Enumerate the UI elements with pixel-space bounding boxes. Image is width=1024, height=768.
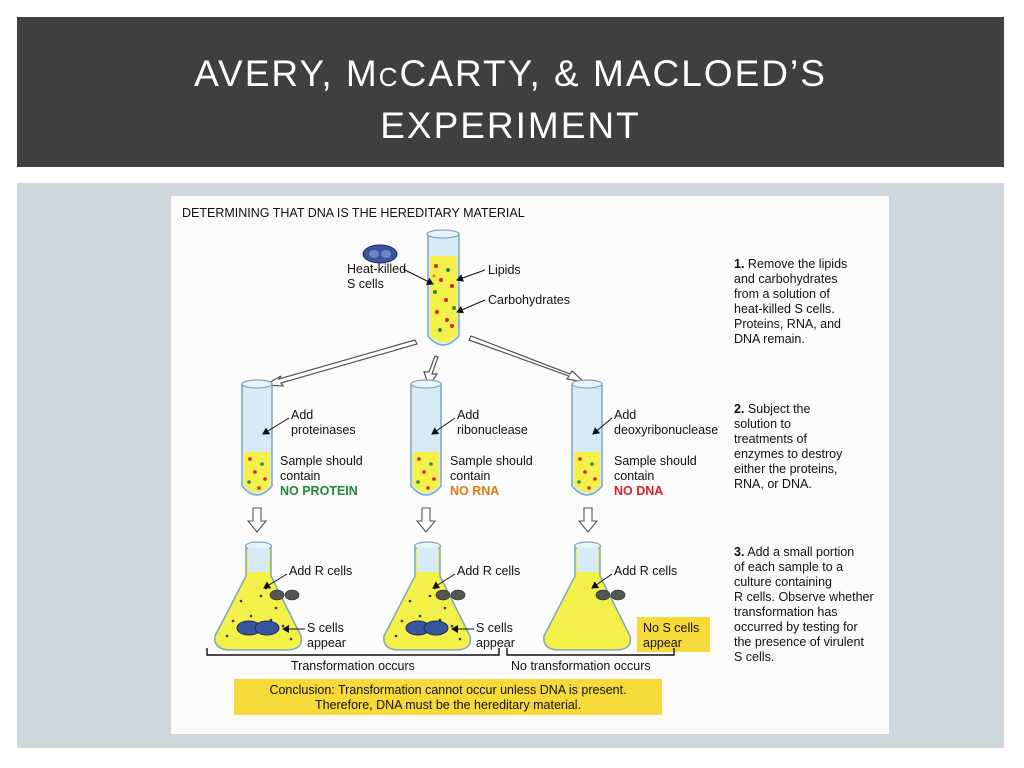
lipids-arrow — [457, 270, 485, 280]
title-part-b: CARTY, & MACLOED’S — [399, 53, 827, 94]
tube-proteinases — [242, 380, 272, 495]
r-cells-col1 — [270, 590, 299, 600]
step-3-line-1: Add a small portion — [747, 545, 855, 559]
carbohydrates-arrow — [457, 300, 485, 312]
svg-text:3. Add a small portion — [734, 545, 854, 559]
figure-heading: DETERMINING THAT DNA IS THE HEREDITARY MATERIAL — [182, 206, 525, 220]
title-small-cap: C — [378, 62, 400, 92]
experiment-diagram — [171, 196, 889, 734]
step-3-text — [734, 545, 874, 664]
step-3-num: 3. — [734, 545, 745, 559]
step-3-line-2: of each sample to a — [734, 560, 844, 574]
step-3-line-8: S cells. — [734, 650, 775, 664]
col3-result-label: NO DNA — [614, 484, 664, 498]
col1-add-label: Add — [291, 408, 314, 422]
conclusion-line-1: Conclusion: Transformation cannot occur unless DNA is present. — [269, 683, 627, 697]
col3-sample-label: Sample should — [614, 454, 697, 468]
step-2-line-1: Subject the — [747, 402, 811, 416]
col2-contain-label: contain — [450, 469, 491, 483]
col1-add-r-label: Add R cells — [289, 564, 353, 578]
step-1-line-6: DNA remain. — [734, 332, 805, 346]
step-2-line-2: solution to — [734, 417, 791, 431]
no-transformation-label: No transformation occurs — [511, 659, 651, 673]
col2-add-label: Add — [457, 408, 480, 422]
carbohydrates-label: Carbohydrates — [488, 293, 570, 307]
branch-arrows — [265, 336, 584, 386]
step-2-line-3: treatments of — [734, 432, 807, 446]
col3-outcome-1: No S cells — [643, 621, 700, 635]
step-1-line-4: heat-killed S cells. — [734, 302, 835, 316]
down-arrows — [248, 508, 597, 532]
title-part-a: AVERY, M — [194, 53, 379, 94]
svg-text:1. Remove the lipids — [734, 257, 847, 271]
step-3-line-3: culture containing — [734, 575, 832, 589]
step-3-line-7: the presence of virulent — [734, 635, 864, 649]
transformation-occurs-label: Transformation occurs — [291, 659, 415, 673]
step-2-text — [734, 402, 843, 491]
s-cell-icon — [363, 245, 397, 263]
conclusion-line-2: Therefore, DNA must be the hereditary material. — [314, 698, 582, 712]
figure-card — [171, 196, 889, 734]
col2-result-label: NO RNA — [450, 484, 500, 498]
step-3-line-5: transformation has — [734, 605, 838, 619]
col2-enzyme-label: ribonuclease — [457, 423, 528, 437]
heat-killed-label: Heat-killed — [347, 262, 407, 276]
col2-outcome-2: appear — [476, 636, 515, 650]
col3-outcome-2: appear — [643, 636, 682, 650]
step-2-line-6: RNA, or DNA. — [734, 477, 812, 491]
slide-title-bar — [17, 17, 1004, 167]
col1-outcome-1: S cells — [307, 621, 344, 635]
step-2-num: 2. — [734, 402, 745, 416]
col1-sample-label: Sample should — [280, 454, 363, 468]
step-3-line-4: R cells. Observe whether — [734, 590, 874, 604]
col3-enzyme-label: deoxyribonuclease — [614, 423, 719, 437]
col1-result-label: NO PROTEIN — [280, 484, 358, 498]
col2-sample-label: Sample should — [450, 454, 533, 468]
step-2-line-4: enzymes to destroy — [734, 447, 843, 461]
slide-title-line2: EXPERIMENT — [380, 105, 641, 146]
col3-add-label: Add — [614, 408, 637, 422]
lipids-label: Lipids — [488, 263, 521, 277]
slide-title-line1 — [17, 53, 1004, 95]
col1-contain-label: contain — [280, 469, 321, 483]
tube-deoxyribonuclease — [572, 380, 602, 495]
step-1-line-5: Proteins, RNA, and — [734, 317, 841, 331]
col1-enzyme-label: proteinases — [291, 423, 356, 437]
col1-outcome-2: appear — [307, 636, 346, 650]
svg-text:2. Subject the — [734, 402, 811, 416]
step-1-text — [734, 257, 847, 346]
s-cells-label: S cells — [347, 277, 384, 291]
col2-outcome-1: S cells — [476, 621, 513, 635]
step-3-line-6: occurred by testing for — [734, 620, 858, 634]
col3-contain-label: contain — [614, 469, 655, 483]
step-1-line-3: from a solution of — [734, 287, 830, 301]
step-1-line-2: and carbohydrates — [734, 272, 838, 286]
step-1-num: 1. — [734, 257, 745, 271]
tube-ribonuclease — [411, 380, 441, 495]
step-2-line-5: either the proteins, — [734, 462, 838, 476]
col2-add-r-label: Add R cells — [457, 564, 521, 578]
col3-add-r-label: Add R cells — [614, 564, 678, 578]
step-1-line-1: Remove the lipids — [747, 257, 848, 271]
top-test-tube — [427, 230, 459, 345]
